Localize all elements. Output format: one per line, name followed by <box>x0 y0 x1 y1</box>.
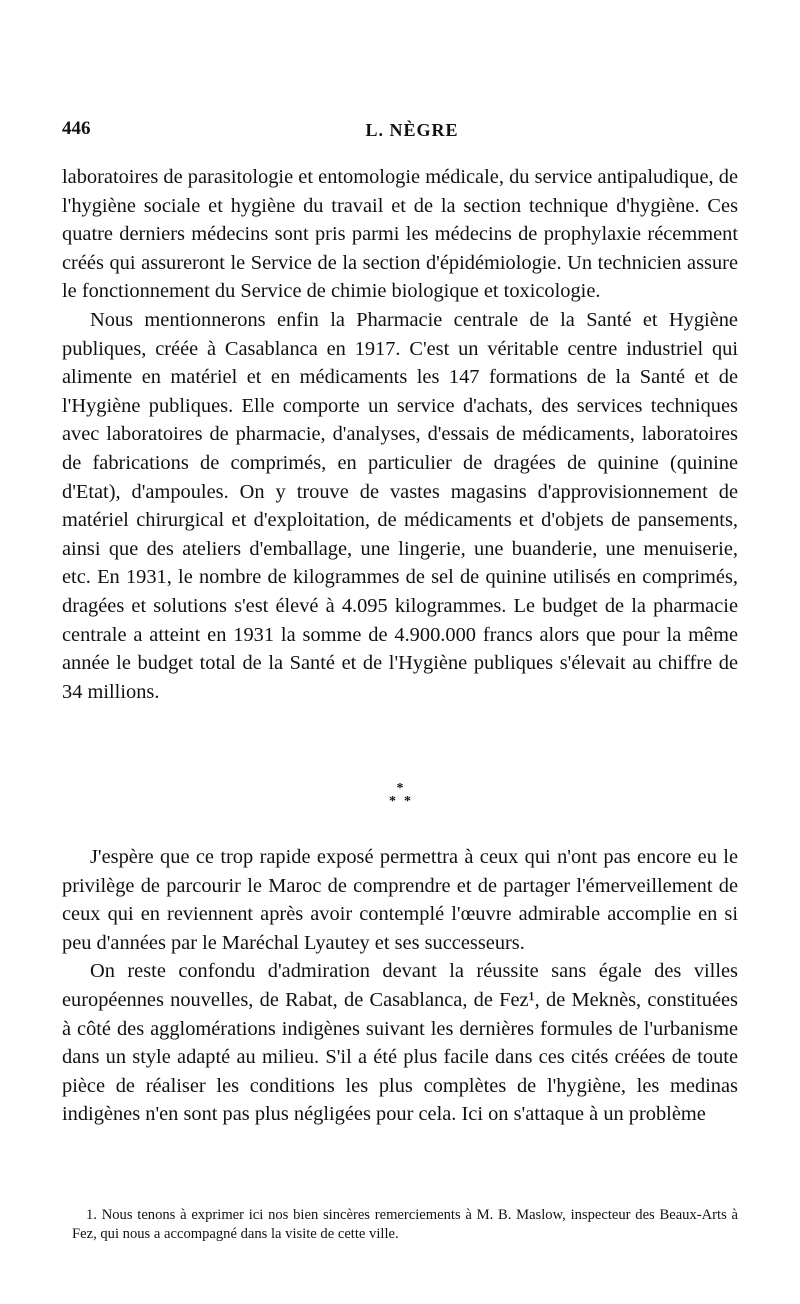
paragraph-villes-europeennes: On reste confondu d'admiration devant la réussite sans égale des villes européennes nouvelles, de Rabat, de Casablanca, de Fez¹, de Meknès, constituées à côté des agglomérations indigènes suivant les dernières formules de l'urbanisme dans un style adapté au milieu. S'il a été plus facile dans ces cités créées de toute pièce de réaliser les conditions les plus complètes de l'hygiène, les medinas indigènes n'en sont pas plus négligées pour cela. Ici on s'attaque à un problème <box>62 960 738 1126</box>
text-block-top <box>62 163 738 706</box>
paragraph-pharmacie-centrale: Nous mentionnerons enfin la Pharmacie centrale de la Santé et Hygiène publiques, créée à Casablanca en 1917. C'est un véritable centre industriel qui alimente en matériel et en médicaments les 147 formations de la Santé et de l'Hygiène publiques. Elle comporte un service d'achats, des services techniques avec laboratoires de pharmacie, d'analyses, d'essais de médicaments, laboratoires de fabrications de comprimés, en particulier de dragées de quinine (quinine d'Etat), d'ampoules. On y trouve de vastes magasins d'approvisionnement de matériel chirurgical et d'exploitation, de médicaments et d'objets de pansements, ainsi que des ateliers d'emballage, une lingerie, une buanderie, une menuiserie, etc. En 1931, le nombre de kilogrammes de sel de quinine utilisés en comprimés, dragées et solutions s'est élevé à 4.095 kilogrammes. Le budget de la pharmacie centrale a atteint en 1931 la somme de 4.900.000 francs alors que pour la même année le budget total de la Santé et de l'Hygiène publiques s'élevait au chiffre de 34 millions. <box>62 308 738 703</box>
asterism-separator <box>340 782 460 822</box>
text-block-bottom <box>62 843 738 1129</box>
paragraph-conclusion: J'espère que ce trop rapide exposé permettra à ceux qui n'ont pas encore eu le privilège de parcourir le Maroc de comprendre et de partager l'émerveillement de ceux qui en reviennent après avoir contemplé l'œuvre admirable accomplie en si peu d'années par le Maréchal Lyautey et ses successeurs. <box>62 846 738 954</box>
asterism-stars-bottom: ** <box>389 794 419 809</box>
asterism-star-top: * <box>396 781 404 796</box>
footnote <box>72 1206 738 1244</box>
paragraph-continuation: laboratoires de parasitologie et entomologie médicale, du service antipaludique, de l'hygiène sociale et hygiène du travail et de la section technique d'hygiène. Ces quatre derniers médecins sont pris parmi les médecins de prophylaxie récemment créés qui assureront le Service de la section d'épidémiologie. Un technicien assure le fonctionnement du Service de chimie biologique et toxicologie. <box>62 166 738 303</box>
page-header <box>62 118 762 148</box>
running-head: L. NÈGRE <box>365 120 459 140</box>
page-number: 446 <box>62 118 91 139</box>
footnote-number: 1. <box>86 1207 97 1223</box>
footnote-text: Nous tenons à exprimer ici nos bien sincères remerciements à M. B. Maslow, inspecteur des Beaux-Arts à Fez, qui nous a accompagné dans la visite de cette ville. <box>72 1207 738 1242</box>
